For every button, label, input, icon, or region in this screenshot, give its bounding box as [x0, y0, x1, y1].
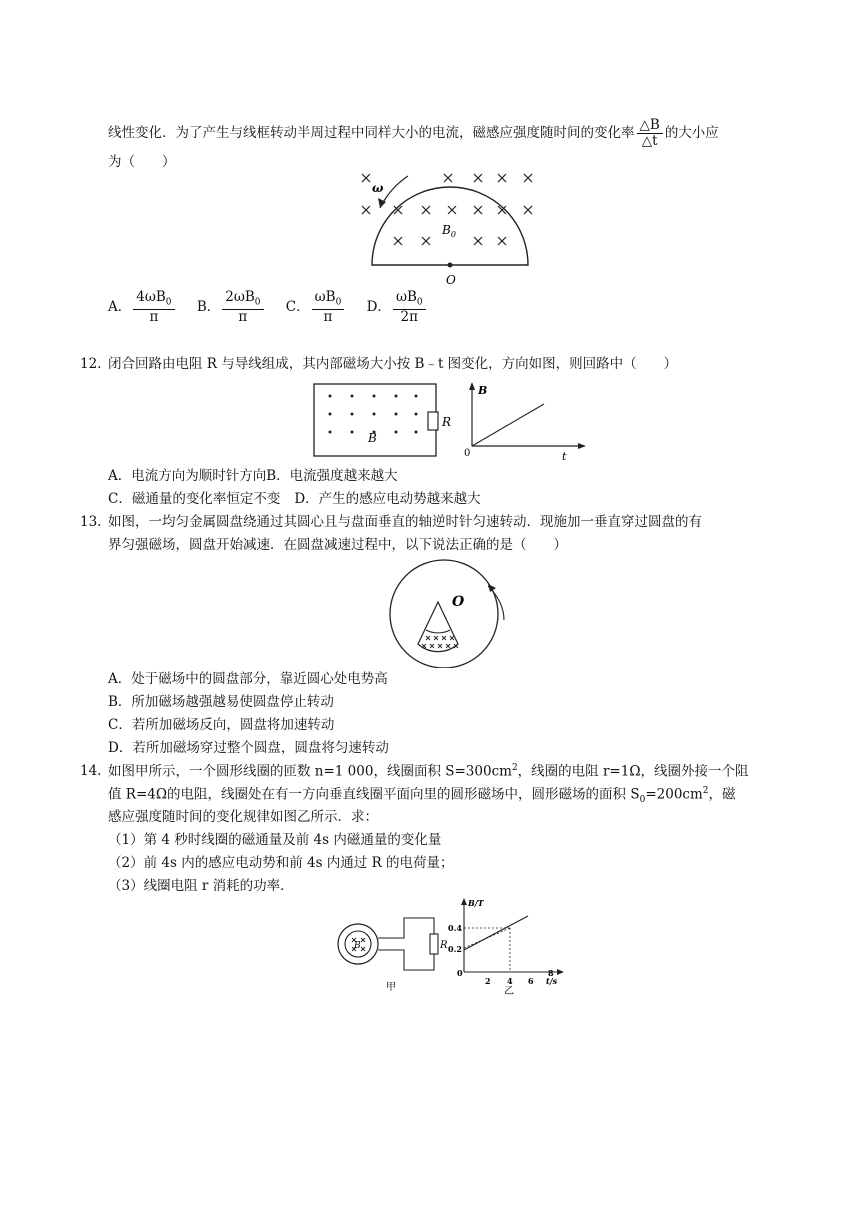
graph-b-line — [464, 916, 528, 950]
q13-option-b[interactable]: B．所加磁场越强越易使圆盘停止转动 — [108, 694, 334, 710]
graph-ytick-04: 0.4 — [448, 923, 462, 933]
q12-option-b[interactable]: B．电流强度越来越大 — [266, 468, 398, 484]
external-resistor — [430, 934, 438, 954]
q11-rate-fraction — [637, 118, 663, 149]
q11-option-a[interactable]: A． $\frac{4\omega B_0}{\pi}$ — [108, 290, 177, 324]
q11-line2: 为（ ） — [108, 154, 176, 170]
field-crosses — [422, 636, 458, 648]
omega-label: ω — [372, 181, 384, 195]
q12-stem: 闭合回路由电阻 R 与导线组成，其内部磁场大小按 B﹣t 图变化，方向如图，则回路中（ ） — [108, 356, 678, 372]
q11-text-pre: 线性变化．为了产生与线框转动半周过程中同样大小的电流，磁感应强度随时间的变化率 — [108, 124, 635, 141]
loop-b-label: B — [368, 431, 377, 445]
q14-sub3: （3）线圈电阻 r 消耗的功率． — [108, 878, 294, 894]
q12-option-cd — [108, 491, 481, 507]
q12-figure — [312, 380, 592, 462]
q11-text-post: 的大小应 — [664, 124, 719, 141]
loop-frame — [314, 384, 436, 456]
b0-label: $B_0$ — [442, 223, 456, 239]
graph-t-arrow — [557, 969, 564, 975]
q14-line3: 感应强度随时间的变化规律如图乙所示．求： — [108, 809, 378, 825]
q14-sub1: （1）第 4 秒时线圈的磁通量及前 4s 内磁通量的变化量 — [108, 832, 442, 848]
field-boundary — [426, 630, 450, 633]
resistor-r-label: R — [440, 940, 448, 951]
graph-xlabel: t/s — [546, 976, 558, 986]
q13-option-c[interactable]: C．若所加磁场反向，圆盘将加速转动 — [108, 717, 335, 733]
lead-top — [378, 918, 434, 938]
graph-b-arrow — [461, 898, 467, 905]
graph-origin: 0 — [457, 968, 463, 978]
q13-stem2: 界匀强磁场，圆盘开始减速．在圆盘减速过程中，以下说法正确的是（ ） — [108, 537, 567, 553]
q11-option-d[interactable]: D． $\frac{\omega B_0}{2\pi}$ — [367, 290, 428, 324]
q14-sub2: （2）前 4s 内的感应电动势和前 4s 内通过 R 的电荷量； — [108, 855, 454, 871]
resistor — [428, 412, 438, 430]
q11-frac-num: △B — [637, 118, 663, 134]
graph-xtick-2: 2 — [485, 976, 491, 986]
b-axis-arrow — [469, 382, 475, 390]
q12-number: 12. — [80, 356, 102, 372]
q11-figure-semicircle — [350, 168, 550, 288]
q13-number: 13. — [80, 514, 102, 530]
coil-b-label: B — [354, 941, 361, 951]
q11-frac-den: △t — [641, 132, 658, 149]
graph-xtick-8: 8 — [548, 968, 554, 978]
q13-option-a[interactable]: A．处于磁场中的圆盘部分，靠近圆心处电势高 — [108, 671, 388, 687]
graph-t-label: t — [562, 450, 567, 462]
jia-caption: 甲 — [386, 982, 396, 993]
q12-option-ab — [108, 468, 398, 484]
q14-number: 14. — [80, 763, 102, 779]
q13-stem1: 如图，一均匀金属圆盘绕通过其圆心且与盘面垂直的轴逆时针匀速转动．现施加一垂直穿过圆盘的有 — [108, 514, 702, 530]
q11-line1 — [108, 118, 719, 149]
q14-graph-yi — [448, 898, 564, 996]
lead-bottom — [378, 950, 434, 970]
o-label: O — [446, 273, 456, 287]
q12-option-d[interactable]: D．产生的感应电动势越来越大 — [294, 491, 481, 507]
q14-figure-jia — [334, 896, 574, 996]
q11-option-c[interactable]: C． $\frac{\omega B_0}{\pi}$ — [286, 290, 347, 324]
q14-line1: 如图甲所示，一个圆形线圈的匝数 n=1 000，线圈面积 $S=300cm^2$，线圈的电阻 r=1Ω，线圈外接一个阻 — [108, 763, 749, 780]
q11-options — [108, 290, 444, 324]
field-dots — [329, 395, 418, 434]
graph-ylabel: B/T — [468, 898, 484, 908]
q13-option-d[interactable]: D．若所加磁场穿过整个圆盘，圆盘将匀速转动 — [108, 740, 389, 756]
q12-option-c[interactable]: C．磁通量的变化率恒定不变 — [108, 491, 281, 507]
q14-line2: 值 R=4Ω的电阻，线圈处在有一方向垂直线圈平面向里的圆形磁场中，圆形磁场的面积 $S_0=200cm^2$，磁 — [108, 786, 736, 806]
graph-xtick-6: 6 — [528, 976, 534, 986]
q13-figure-disc — [382, 558, 516, 668]
q12-option-a[interactable]: A．电流方向为顺时针方向 — [108, 468, 267, 484]
graph-xtick-4: 4 — [507, 976, 513, 986]
graph-ytick-02: 0.2 — [448, 944, 462, 954]
q11-option-b[interactable]: B． $\frac{2\omega B_0}{\pi}$ — [197, 290, 266, 324]
t-axis-arrow — [578, 443, 586, 449]
b-t-line — [472, 404, 544, 446]
loop-r-label: R — [442, 415, 452, 429]
graph-origin: 0 — [464, 448, 471, 459]
pivot-point — [448, 263, 453, 268]
yi-caption: 乙 — [504, 986, 514, 996]
graph-b-label: B — [478, 384, 488, 397]
center-o-label: O — [452, 594, 465, 610]
